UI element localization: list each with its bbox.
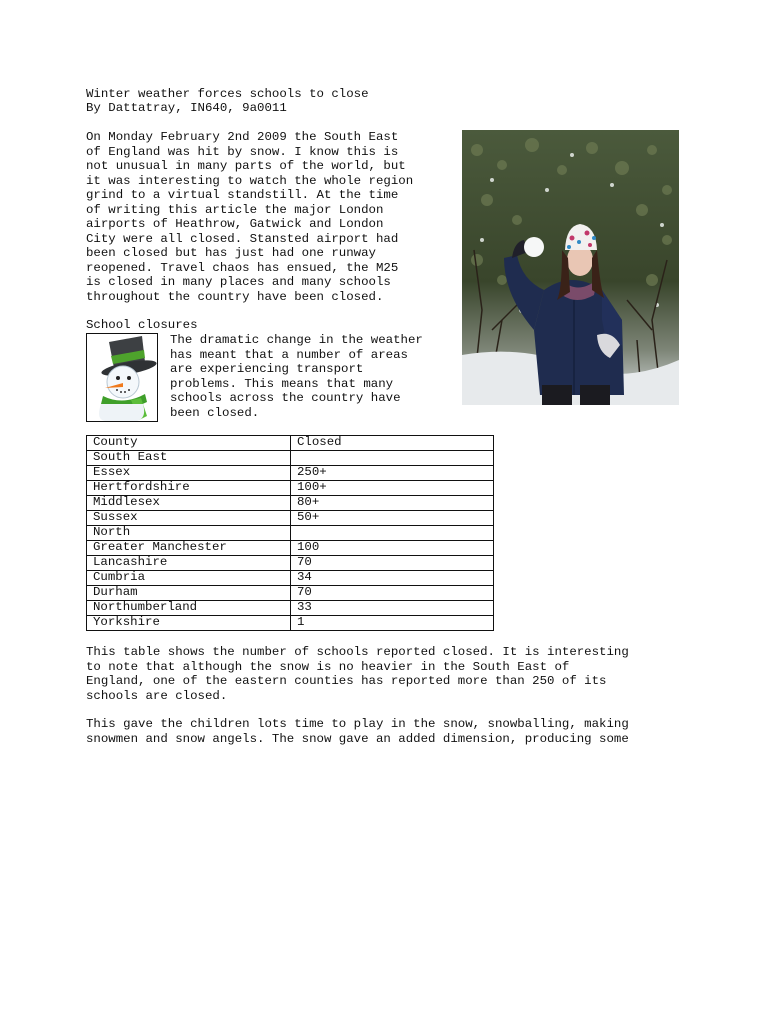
table-cell-closed: 34 — [291, 571, 494, 586]
paragraph-line: to note that although the snow is no heavier in the South East of — [86, 659, 570, 674]
table-header-cell: Closed — [291, 436, 494, 451]
intro-line: City were all closed. Stansted airport had — [86, 231, 399, 246]
section-line: schools across the country have — [170, 391, 401, 405]
section-line: problems. This means that many — [170, 376, 394, 391]
table-row — [87, 496, 494, 511]
table-row — [87, 601, 494, 616]
table-row — [87, 526, 494, 541]
table-cell-county: Northumberland — [87, 601, 291, 616]
section-heading: School closures — [86, 318, 198, 332]
school-closures-table — [86, 435, 494, 631]
intro-line: On Monday February 2nd 2009 the South East — [86, 130, 399, 144]
table-row — [87, 616, 494, 631]
paragraph-line: This table shows the number of schools reported closed. It is interesting — [86, 645, 629, 659]
table-cell-county: Lancashire — [87, 556, 291, 571]
intro-line: it was interesting to watch the whole region — [86, 173, 414, 188]
table-header-row — [87, 436, 494, 451]
table-cell-county: Essex — [87, 466, 291, 481]
paragraph-line: England, one of the eastern counties has reported more than 250 of its — [86, 674, 607, 688]
table-cell-county: South East — [87, 451, 291, 466]
table-row — [87, 511, 494, 526]
intro-line: airports of Heathrow, Gatwick and London — [86, 217, 384, 231]
table-row — [87, 451, 494, 466]
intro-line: reopened. Travel chaos has ensued, the M25 — [86, 260, 399, 275]
section-line: are experiencing transport — [170, 362, 364, 376]
table-row — [87, 571, 494, 586]
intro-line: throughout the country have been closed. — [86, 289, 384, 304]
intro-line: been closed but has just had one runway — [86, 246, 376, 260]
table-cell-closed: 70 — [291, 556, 494, 571]
table-cell-closed — [291, 451, 494, 466]
table-cell-county: Cumbria — [87, 571, 291, 586]
paragraph-line: snowmen and snow angels. The snow gave an added dimension, producing some — [86, 731, 629, 746]
girl-snowball-photo — [462, 130, 679, 405]
table-row — [87, 586, 494, 601]
table-row — [87, 556, 494, 571]
table-cell-closed: 250+ — [291, 466, 494, 481]
table-cell-closed: 33 — [291, 601, 494, 616]
section-line: been closed. — [170, 405, 260, 420]
section-line: has meant that a number of areas — [170, 347, 408, 362]
table-cell-county: Sussex — [87, 511, 291, 526]
intro-line: is closed in many places and many schools — [86, 275, 391, 289]
intro-line: of England was hit by snow. I know this is — [86, 144, 399, 159]
table-cell-closed — [291, 526, 494, 541]
section-line: The dramatic change in the weather — [170, 333, 423, 347]
article-byline: By Dattatray, IN640, 9a0011 — [86, 101, 287, 115]
table-cell-closed: 70 — [291, 586, 494, 601]
paragraph-line: schools are closed. — [86, 688, 228, 703]
intro-line: not unusual in many parts of the world, but — [86, 159, 406, 173]
table-cell-closed: 100+ — [291, 481, 494, 496]
table-cell-closed: 1 — [291, 616, 494, 631]
table-cell-county: Yorkshire — [87, 616, 291, 631]
table-cell-county: Hertfordshire — [87, 481, 291, 496]
intro-line: grind to a virtual standstill. At the time — [86, 188, 399, 202]
table-row — [87, 541, 494, 556]
table-cell-closed: 80+ — [291, 496, 494, 511]
article-title: Winter weather forces schools to close — [86, 87, 369, 101]
table-cell-county: Durham — [87, 586, 291, 601]
table-header-cell: County — [87, 436, 291, 451]
table-cell-county: Middlesex — [87, 496, 291, 511]
table-cell-closed: 100 — [291, 541, 494, 556]
snowman-image — [86, 333, 158, 422]
table-cell-closed: 50+ — [291, 511, 494, 526]
table-row — [87, 466, 494, 481]
table-cell-county: Greater Manchester — [87, 541, 291, 556]
intro-line: of writing this article the major London — [86, 202, 384, 217]
table-cell-county: North — [87, 526, 291, 541]
table-row — [87, 481, 494, 496]
paragraph-line: This gave the children lots time to play in the snow, snowballing, making — [86, 717, 629, 731]
